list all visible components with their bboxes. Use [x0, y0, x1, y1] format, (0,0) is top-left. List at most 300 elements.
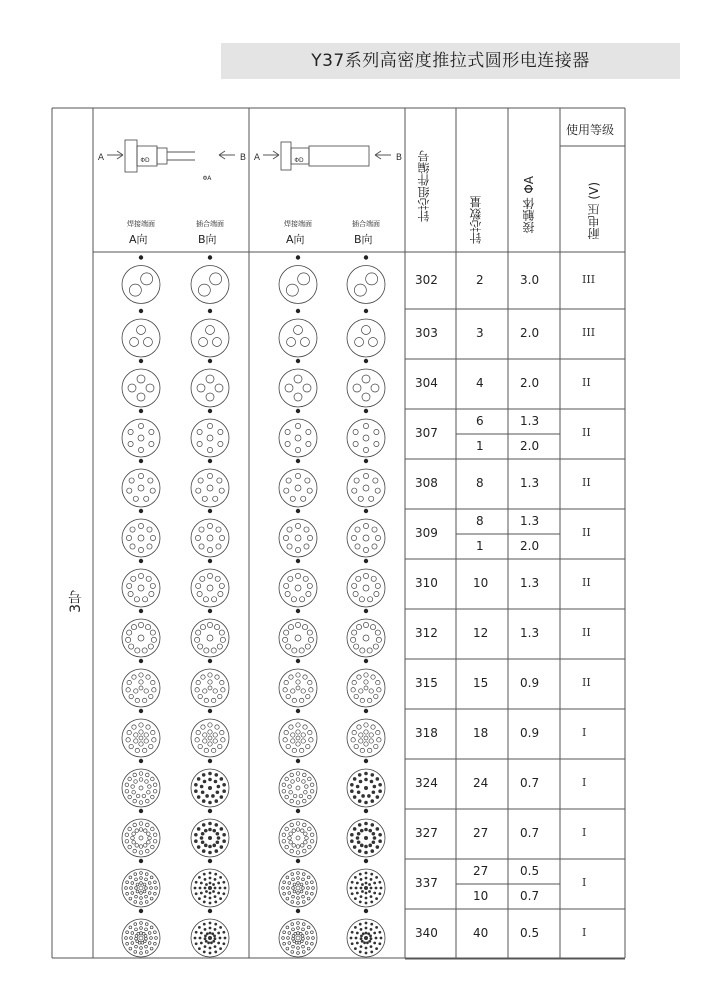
- pin-hole: [194, 937, 197, 940]
- pin-hole: [305, 892, 308, 895]
- voltage-grade: II: [582, 626, 591, 639]
- pin-hole: [136, 883, 139, 886]
- pin-hole: [369, 689, 373, 693]
- pin-hole: [128, 845, 132, 849]
- pin-hole: [300, 829, 304, 833]
- pin-hole: [376, 795, 380, 799]
- part-id: 315: [415, 676, 438, 690]
- pin-hole: [132, 790, 136, 794]
- pin-hole: [284, 488, 289, 493]
- pin-hole: [287, 937, 290, 940]
- pin-hole: [199, 544, 204, 549]
- pin-hole: [216, 832, 220, 836]
- pin-hole: [365, 872, 368, 875]
- pin-hole: [289, 790, 293, 794]
- pin-hole: [134, 597, 139, 602]
- pin-hole: [360, 937, 363, 940]
- pin-hole: [195, 738, 199, 742]
- pin-hole: [292, 945, 295, 948]
- pin-hole: [369, 739, 373, 743]
- pin-hole: [362, 932, 365, 935]
- pin-hole: [138, 447, 143, 452]
- pin-hole: [208, 851, 212, 855]
- pin-hole: [375, 897, 378, 900]
- pin-hole: [145, 780, 149, 784]
- pin-hole: [350, 789, 354, 793]
- pin-hole: [307, 583, 312, 588]
- pin-hole: [140, 897, 143, 900]
- pin-hole: [205, 940, 208, 943]
- pin-hole: [361, 940, 364, 943]
- pin-hole: [129, 947, 132, 950]
- pin-hole: [358, 849, 362, 853]
- pin-hole: [378, 881, 381, 884]
- pin-hole: [200, 892, 203, 895]
- pin-hole: [367, 648, 372, 653]
- voltage-grade: III: [582, 272, 596, 286]
- pin-hole: [203, 873, 206, 876]
- pin-hole: [214, 780, 218, 784]
- pin-hole: [194, 833, 198, 837]
- pin-hole: [197, 591, 202, 596]
- part-id: 318: [415, 726, 438, 740]
- pin-hole: [139, 845, 143, 849]
- pin-hole: [294, 393, 302, 401]
- pin-hole: [195, 688, 199, 692]
- pin-hole: [198, 284, 210, 296]
- pin-hole: [358, 773, 362, 777]
- pin-hole: [195, 892, 198, 895]
- pin-hole: [148, 932, 151, 935]
- pin-hole: [353, 827, 357, 831]
- pin-hole: [285, 429, 290, 434]
- pin-hole: [150, 947, 153, 950]
- pin-hole: [375, 630, 380, 635]
- pin-hole: [364, 723, 368, 727]
- part-id: 308: [415, 476, 438, 490]
- pin-hole: [222, 931, 225, 934]
- pin-hole: [286, 947, 289, 950]
- pin-hole: [129, 926, 132, 929]
- pin-hole: [208, 845, 212, 849]
- pin-hole: [356, 785, 360, 789]
- pin-hole: [354, 897, 357, 900]
- pin-hole: [135, 937, 138, 940]
- pin-hole: [127, 630, 132, 635]
- pin-hole: [364, 845, 368, 849]
- voltage-grade: II: [582, 376, 591, 389]
- keying-dot: [139, 709, 143, 713]
- pin-hole: [125, 833, 129, 837]
- contact-dia: 0.5: [520, 926, 540, 940]
- pin-hole: [295, 547, 300, 552]
- pin-hole: [362, 393, 370, 401]
- pin-hole: [295, 423, 300, 428]
- keying-dot: [364, 359, 368, 363]
- pin-hole: [155, 937, 158, 940]
- pin-hole: [125, 783, 129, 787]
- pin-hole: [283, 738, 287, 742]
- pin-hole: [295, 585, 301, 591]
- pin-hole: [284, 630, 289, 635]
- connector-face: [279, 819, 317, 857]
- pin-hole: [153, 881, 156, 884]
- pin-hole: [285, 777, 289, 781]
- pin-hole: [368, 890, 371, 893]
- pin-hole: [138, 547, 143, 552]
- pin-hole: [364, 828, 368, 832]
- pin-hole: [354, 876, 357, 879]
- pin-hole: [371, 576, 376, 581]
- pin-hole: [128, 777, 132, 781]
- pin-hole: [364, 686, 368, 690]
- pin-hole: [134, 873, 137, 876]
- pin-hole: [304, 840, 308, 844]
- connector-face: [347, 469, 385, 507]
- pin-hole: [145, 849, 149, 853]
- pin-hole: [300, 338, 309, 347]
- pin-hole: [377, 688, 381, 692]
- pin-hole: [206, 932, 209, 935]
- pin-hole: [365, 897, 368, 900]
- pin-hole: [308, 827, 312, 831]
- pin-hole: [131, 892, 134, 895]
- connector-face: [122, 519, 160, 557]
- pin-hole: [353, 591, 358, 596]
- keying-dot: [296, 909, 300, 913]
- pin-hole: [202, 823, 206, 827]
- pin-hole: [222, 789, 226, 793]
- pin-hole: [296, 736, 300, 740]
- pin-hole: [219, 535, 224, 540]
- connector-face: [279, 769, 317, 807]
- contact-dia: 1.3: [520, 476, 540, 490]
- part-id: 304: [415, 376, 438, 390]
- pin-hole: [205, 890, 208, 893]
- pin-hole: [152, 738, 156, 742]
- pin-hole: [290, 823, 294, 827]
- keying-dot: [364, 609, 368, 613]
- pin-hole: [203, 950, 206, 953]
- pin-hole: [285, 441, 290, 446]
- size-label: 3号: [68, 590, 84, 613]
- pin-hole: [357, 790, 361, 794]
- pin-hole: [287, 887, 290, 890]
- pin-hole: [204, 698, 208, 702]
- pin-hole: [304, 832, 308, 836]
- pin-hole: [304, 790, 308, 794]
- pin-hole: [220, 777, 224, 781]
- pin-hole: [378, 931, 381, 934]
- pin-hole: [212, 940, 215, 943]
- pin-hole: [364, 742, 368, 746]
- pin-hole: [300, 844, 304, 848]
- header-contact: 接触体 ΦA: [522, 176, 536, 234]
- pin-hole: [219, 583, 224, 588]
- arrow-b: [375, 151, 381, 155]
- pin-hole: [207, 585, 213, 591]
- connector-face: [279, 469, 317, 507]
- pin-hole: [202, 773, 206, 777]
- pin-hole: [305, 644, 310, 649]
- pin-hole: [351, 931, 354, 934]
- pin-hole: [289, 675, 293, 679]
- pin-hole: [299, 794, 303, 798]
- pin-hole: [304, 527, 309, 532]
- pin-hole: [126, 738, 130, 742]
- pin-hole: [359, 597, 364, 602]
- pin-hole: [365, 927, 368, 930]
- pin-hole: [360, 928, 363, 931]
- pin-hole: [375, 583, 380, 588]
- pin-hole: [355, 887, 358, 890]
- pin-hole: [302, 823, 306, 827]
- pin-hole: [200, 624, 205, 629]
- pin-hole: [133, 773, 137, 777]
- pin-hole: [153, 783, 157, 787]
- pin-hole: [138, 423, 143, 428]
- pin-hole: [219, 897, 222, 900]
- pin-hole: [374, 591, 379, 596]
- pin-hole: [129, 644, 134, 649]
- keying-dot: [139, 409, 143, 413]
- pin-hole: [363, 535, 369, 541]
- keying-dot: [296, 609, 300, 613]
- pin-hole: [352, 680, 356, 684]
- dim-a: ΦA: [202, 175, 212, 182]
- pin-hole: [134, 950, 137, 953]
- pin-hole: [196, 730, 200, 734]
- pin-hole: [135, 748, 139, 752]
- pin-hole: [126, 942, 129, 945]
- pin-hole: [354, 694, 358, 698]
- pin-hole: [290, 799, 294, 803]
- pin-hole: [137, 393, 145, 401]
- pin-hole: [215, 384, 223, 392]
- pin-hole: [214, 900, 217, 903]
- pin-hole: [372, 790, 376, 794]
- pin-hole: [209, 877, 212, 880]
- pin-hole: [306, 429, 311, 434]
- pin-hole: [376, 827, 380, 831]
- pin-hole: [283, 942, 286, 945]
- pin-hole: [301, 739, 305, 743]
- pin-hole: [131, 576, 136, 581]
- keying-dot: [139, 859, 143, 863]
- pin-hole: [373, 836, 377, 840]
- keying-dot: [208, 809, 212, 813]
- pin-hole: [217, 644, 222, 649]
- pin-count: 1: [476, 538, 484, 553]
- pin-hole: [132, 675, 136, 679]
- keying-dot: [364, 659, 368, 663]
- pin-hole: [129, 876, 132, 879]
- pin-hole: [363, 447, 368, 452]
- pin-hole: [293, 890, 296, 893]
- pin-hole: [196, 680, 200, 684]
- keying-dot: [139, 559, 143, 563]
- pin-hole: [296, 786, 300, 790]
- pin-hole: [209, 902, 212, 905]
- pin-hole: [139, 822, 143, 826]
- pin-hole: [289, 840, 293, 844]
- pin-hole: [208, 786, 212, 790]
- pin-hole: [302, 624, 307, 629]
- pin-hole: [297, 892, 300, 895]
- pin-hole: [309, 688, 313, 692]
- pin-hole: [378, 839, 382, 843]
- pin-hole: [128, 827, 132, 831]
- keying-dot: [208, 909, 212, 913]
- keying-dot: [364, 509, 368, 513]
- pin-hole: [357, 675, 361, 679]
- pin-hole: [356, 882, 359, 885]
- keying-dot: [364, 409, 368, 413]
- pin-hole: [150, 887, 153, 890]
- pin-hole: [195, 942, 198, 945]
- pin-hole: [132, 840, 136, 844]
- voltage-grade: I: [582, 826, 587, 839]
- pin-hole: [371, 725, 375, 729]
- pin-hole: [285, 384, 293, 392]
- part-id: 307: [415, 426, 438, 440]
- pin-hole: [214, 887, 217, 890]
- pin-hole: [139, 836, 143, 840]
- pin-hole: [292, 648, 297, 653]
- pin-count: 24: [473, 776, 489, 790]
- pin-hole: [363, 941, 366, 944]
- pin-hole: [203, 780, 207, 784]
- pin-hole: [371, 675, 375, 679]
- keying-dot: [139, 909, 143, 913]
- pin-hole: [206, 393, 214, 401]
- pin-hole: [209, 952, 212, 955]
- pin-hole: [150, 535, 155, 540]
- pin-hole: [208, 822, 212, 826]
- arrow-a: [117, 151, 123, 155]
- pin-hole: [375, 488, 380, 493]
- pin-hole: [209, 872, 212, 875]
- pin-hole: [149, 441, 154, 446]
- pin-hole: [139, 736, 143, 740]
- keying-dot: [296, 809, 300, 813]
- keying-dot: [296, 309, 300, 313]
- pin-hole: [353, 384, 361, 392]
- pin-hole: [359, 780, 363, 784]
- pin-hole: [153, 931, 156, 934]
- pin-hole: [137, 326, 146, 335]
- pin-hole: [308, 777, 312, 781]
- pin-hole: [307, 897, 310, 900]
- pin-hole: [298, 941, 301, 944]
- pin-hole: [301, 935, 304, 938]
- pin-hole: [128, 429, 133, 434]
- pin-hole: [290, 773, 294, 777]
- pin-hole: [370, 937, 373, 940]
- pin-hole: [222, 839, 226, 843]
- pin-hole: [369, 935, 372, 938]
- pin-hole: [212, 890, 215, 893]
- pin-hole: [307, 947, 310, 950]
- keying-dot: [139, 509, 143, 513]
- pin-hole: [149, 429, 154, 434]
- pin-hole: [208, 936, 212, 940]
- pin-hole: [359, 950, 362, 953]
- pin-hole: [125, 887, 128, 890]
- pin-hole: [299, 698, 303, 702]
- pin-hole: [207, 447, 212, 452]
- pin-hole: [130, 887, 133, 890]
- pin-hole: [308, 795, 312, 799]
- pin-hole: [295, 622, 300, 627]
- pin-hole: [222, 881, 225, 884]
- pin-hole: [147, 527, 152, 532]
- pin-hole: [215, 725, 219, 729]
- pin-hole: [358, 823, 362, 827]
- label-a: A: [253, 153, 261, 163]
- pin-count: 18: [473, 726, 489, 740]
- connector-face: [191, 519, 229, 557]
- pin-hole: [149, 694, 153, 698]
- pin-hole: [302, 878, 305, 881]
- pin-hole: [127, 488, 132, 493]
- voltage-grade: II: [582, 426, 591, 439]
- pin-hole: [148, 478, 153, 483]
- pin-hole: [214, 937, 217, 940]
- pin-hole: [367, 794, 371, 798]
- pin-hole: [209, 932, 212, 935]
- pin-hole: [220, 795, 224, 799]
- pin-hole: [283, 535, 288, 540]
- pin-hole: [295, 435, 301, 441]
- pin-hole: [145, 923, 148, 926]
- pin-hole: [366, 941, 369, 944]
- pin-hole: [139, 673, 143, 677]
- arrow-b: [375, 155, 381, 159]
- pin-hole: [151, 680, 155, 684]
- pin-hole: [373, 942, 376, 945]
- pin-hole: [373, 892, 376, 895]
- pin-hole: [291, 739, 295, 743]
- pin-hole: [197, 441, 202, 446]
- pin-hole: [294, 932, 297, 935]
- pin-hole: [126, 931, 129, 934]
- pin-hole: [146, 725, 150, 729]
- pin-hole: [286, 644, 291, 649]
- pin-hole: [375, 876, 378, 879]
- pin-hole: [142, 698, 146, 702]
- pin-hole: [150, 488, 155, 493]
- pin-hole: [296, 936, 300, 940]
- pin-hole: [292, 829, 296, 833]
- pin-hole: [350, 839, 354, 843]
- pin-hole: [204, 748, 208, 752]
- pin-hole: [217, 785, 221, 789]
- pin-hole: [302, 849, 306, 853]
- pin-hole: [290, 849, 294, 853]
- pin-hole: [149, 744, 153, 748]
- pin-hole: [288, 942, 291, 945]
- pin-hole: [297, 922, 300, 925]
- pin-hole: [139, 723, 143, 727]
- pin-hole: [142, 748, 146, 752]
- pin-hole: [295, 573, 300, 578]
- pin-hole: [296, 778, 300, 782]
- pin-hole: [145, 624, 150, 629]
- pin-hole: [360, 698, 364, 702]
- pin-hole: [360, 748, 364, 752]
- pin-hole: [354, 744, 358, 748]
